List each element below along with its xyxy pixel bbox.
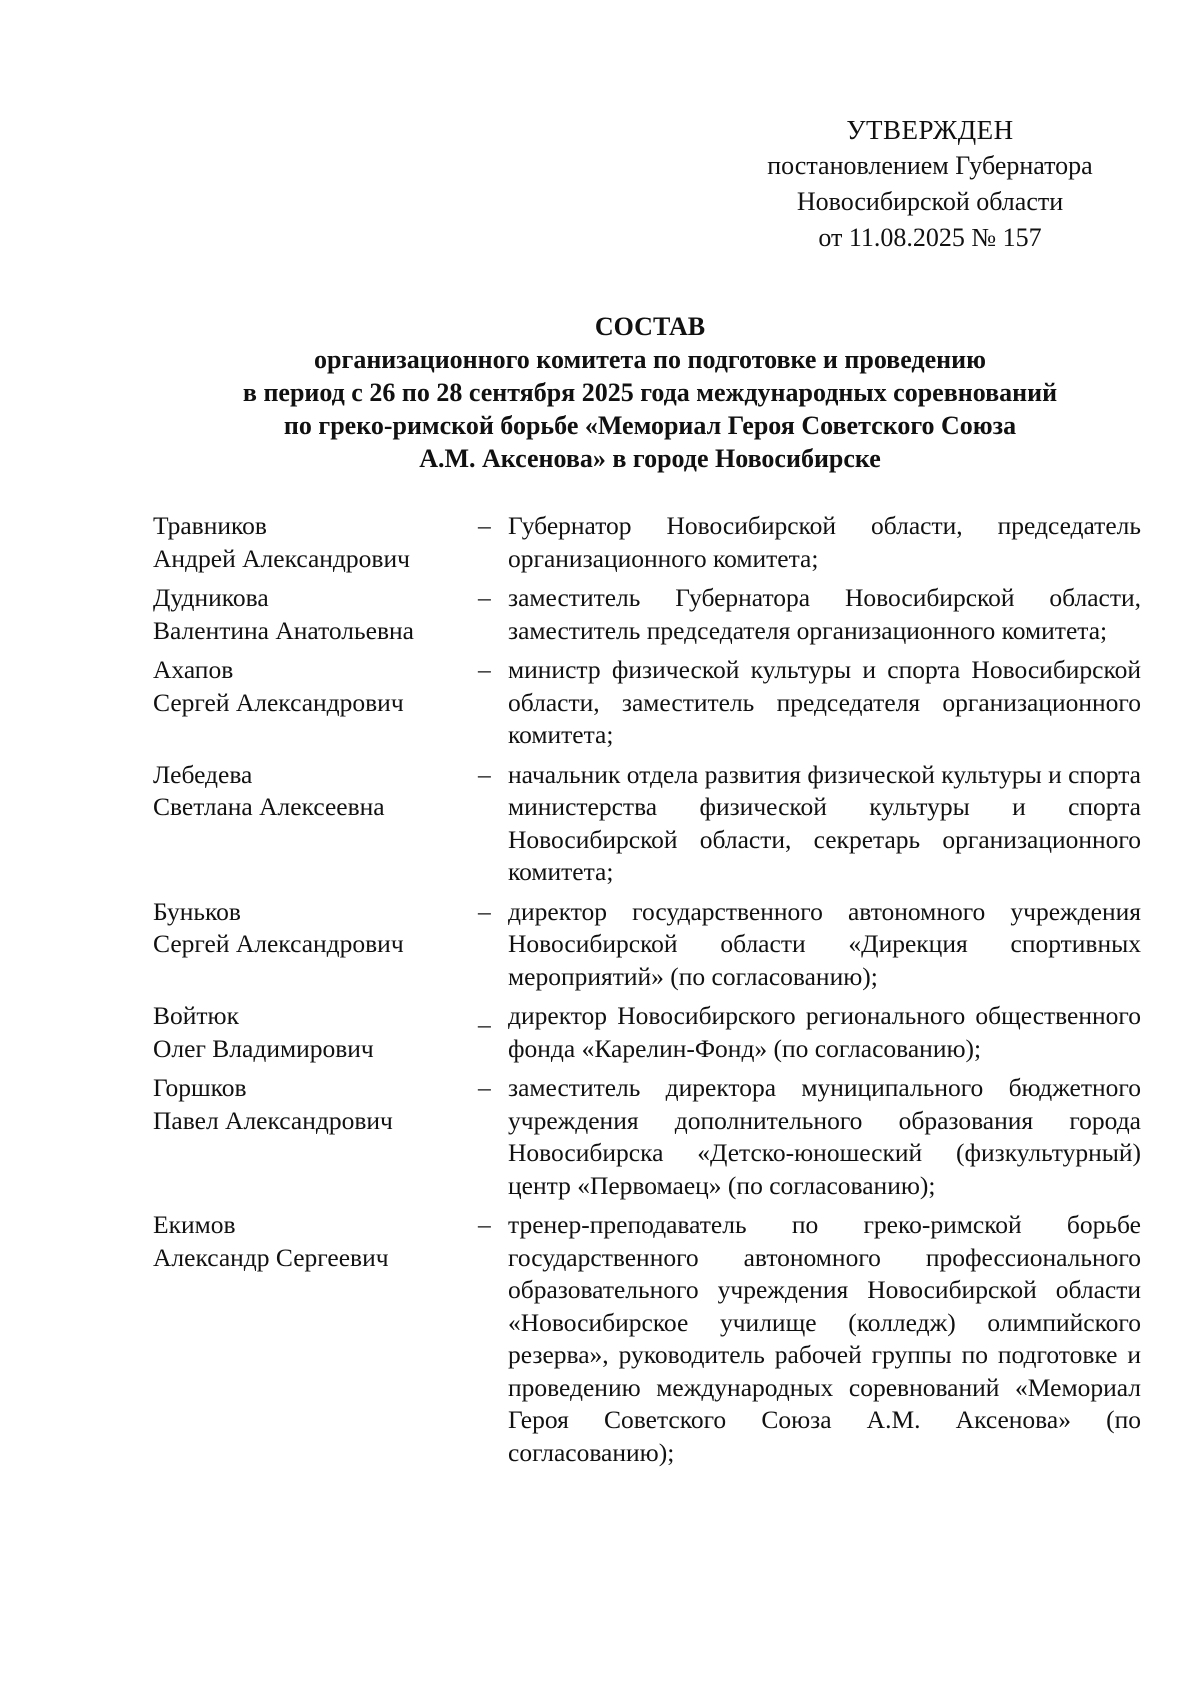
- member-role: директор Новосибирского регионального общественного фонда «Карелин-Фонд» (по согласованию);: [508, 1001, 1141, 1063]
- approval-date-number: от 11.08.2025 № 157: [818, 223, 1042, 252]
- separator-dash: –: [478, 511, 491, 540]
- member-row: [153, 654, 1141, 752]
- member-surname: Буньков: [153, 896, 241, 926]
- member-surname: Ахапов: [153, 655, 234, 684]
- member-name: [153, 582, 478, 647]
- approval-line: постановлением Губернатора: [767, 151, 1093, 180]
- member-role: заместитель Губернатора Новосибирской области, заместитель председателя организационного комитета;: [508, 583, 1141, 645]
- member-role: заместитель директора муниципального бюджетного учреждения дополнительного образования города Новосибирска «Детско-юношеский (физкультурный) центр «Первомаец» (по согласованию);: [508, 1073, 1141, 1200]
- separator-dash: –: [478, 759, 491, 789]
- member-role: директор государственного автономного учреждения Новосибирской области «Дирекция спортивных мероприятий» (по согласованию);: [508, 896, 1141, 991]
- document-title: СОСТАВ: [594, 312, 706, 341]
- member-given-names: Олег Владимирович: [153, 1033, 374, 1063]
- member-given-names: Сергей Александрович: [153, 687, 404, 717]
- member-row: [153, 896, 1141, 994]
- separator-dash: –: [478, 1073, 491, 1102]
- member-row: [153, 510, 1141, 575]
- approval-title: УТВЕРЖДЕН: [846, 115, 1014, 145]
- member-surname: Екимов: [153, 1210, 236, 1239]
- member-name: [153, 896, 478, 961]
- member-row: [153, 582, 1141, 647]
- member-role: начальник отдела развития физической культуры и спорта министерства физической культуры и спорта Новосибирской области, секретарь организационного комитета;: [508, 759, 1142, 886]
- member-given-names: Светлана Алексеевна: [153, 792, 385, 821]
- member-surname: Лебедева: [153, 759, 253, 789]
- heading-line: в период с 26 по 28 сентября 2025 года международных соревнований: [242, 378, 1058, 407]
- separator-dash: –: [478, 1210, 491, 1239]
- member-name: [153, 759, 478, 824]
- committee-members-list: [153, 510, 1141, 1476]
- member-given-names: Андрей Александрович: [153, 543, 410, 573]
- member-role: Губернатор Новосибирской области, председатель организационного комитета;: [508, 511, 1141, 573]
- member-name: [153, 1072, 478, 1137]
- separator-dash: –: [478, 583, 491, 612]
- member-role: тренер-преподаватель по греко-римской борьбе государственного автономного профессионального образовательного учреждения Новосибирской области «Новосибирское училище (колледж) олимпийского резерва», руководитель рабочей группы по подготовке и проведению международных соревнований «Мемориал Героя Советского Союза А.М. Аксенова» (по согласованию);: [508, 1210, 1141, 1467]
- heading-line: А.М. Аксенова» в городе Новосибирске: [419, 444, 881, 473]
- member-name: [153, 1000, 478, 1065]
- member-role: министр физической культуры и спорта Новосибирской области, заместитель председателя организационного комитета;: [508, 655, 1141, 749]
- separator-dash: _: [478, 1001, 491, 1030]
- approval-line: Новосибирской области: [796, 187, 1064, 216]
- member-row: [153, 1000, 1141, 1065]
- member-name: [153, 510, 478, 575]
- member-row: [153, 1209, 1141, 1469]
- document-heading: [100, 310, 1200, 475]
- member-surname: Дудникова: [153, 583, 269, 612]
- member-row: [153, 1072, 1141, 1202]
- separator-dash: –: [478, 896, 491, 926]
- member-row: [153, 759, 1141, 889]
- member-surname: Горшков: [153, 1073, 247, 1102]
- member-name: [153, 654, 478, 719]
- member-given-names: Александр Сергеевич: [153, 1242, 389, 1272]
- member-name: [153, 1209, 478, 1274]
- member-surname: Войтюк: [153, 1001, 239, 1030]
- approval-stamp: [740, 112, 1120, 256]
- heading-line: по греко-римской борьбе «Мемориал Героя Советского Союза: [283, 411, 1017, 440]
- separator-dash: –: [478, 655, 491, 684]
- member-given-names: Сергей Александрович: [153, 929, 404, 958]
- member-surname: Травников: [153, 511, 267, 540]
- heading-line: организационного комитета по подготовке и проведению: [314, 345, 986, 374]
- member-given-names: Валентина Анатольевна: [153, 615, 414, 645]
- member-given-names: Павел Александрович: [153, 1105, 393, 1135]
